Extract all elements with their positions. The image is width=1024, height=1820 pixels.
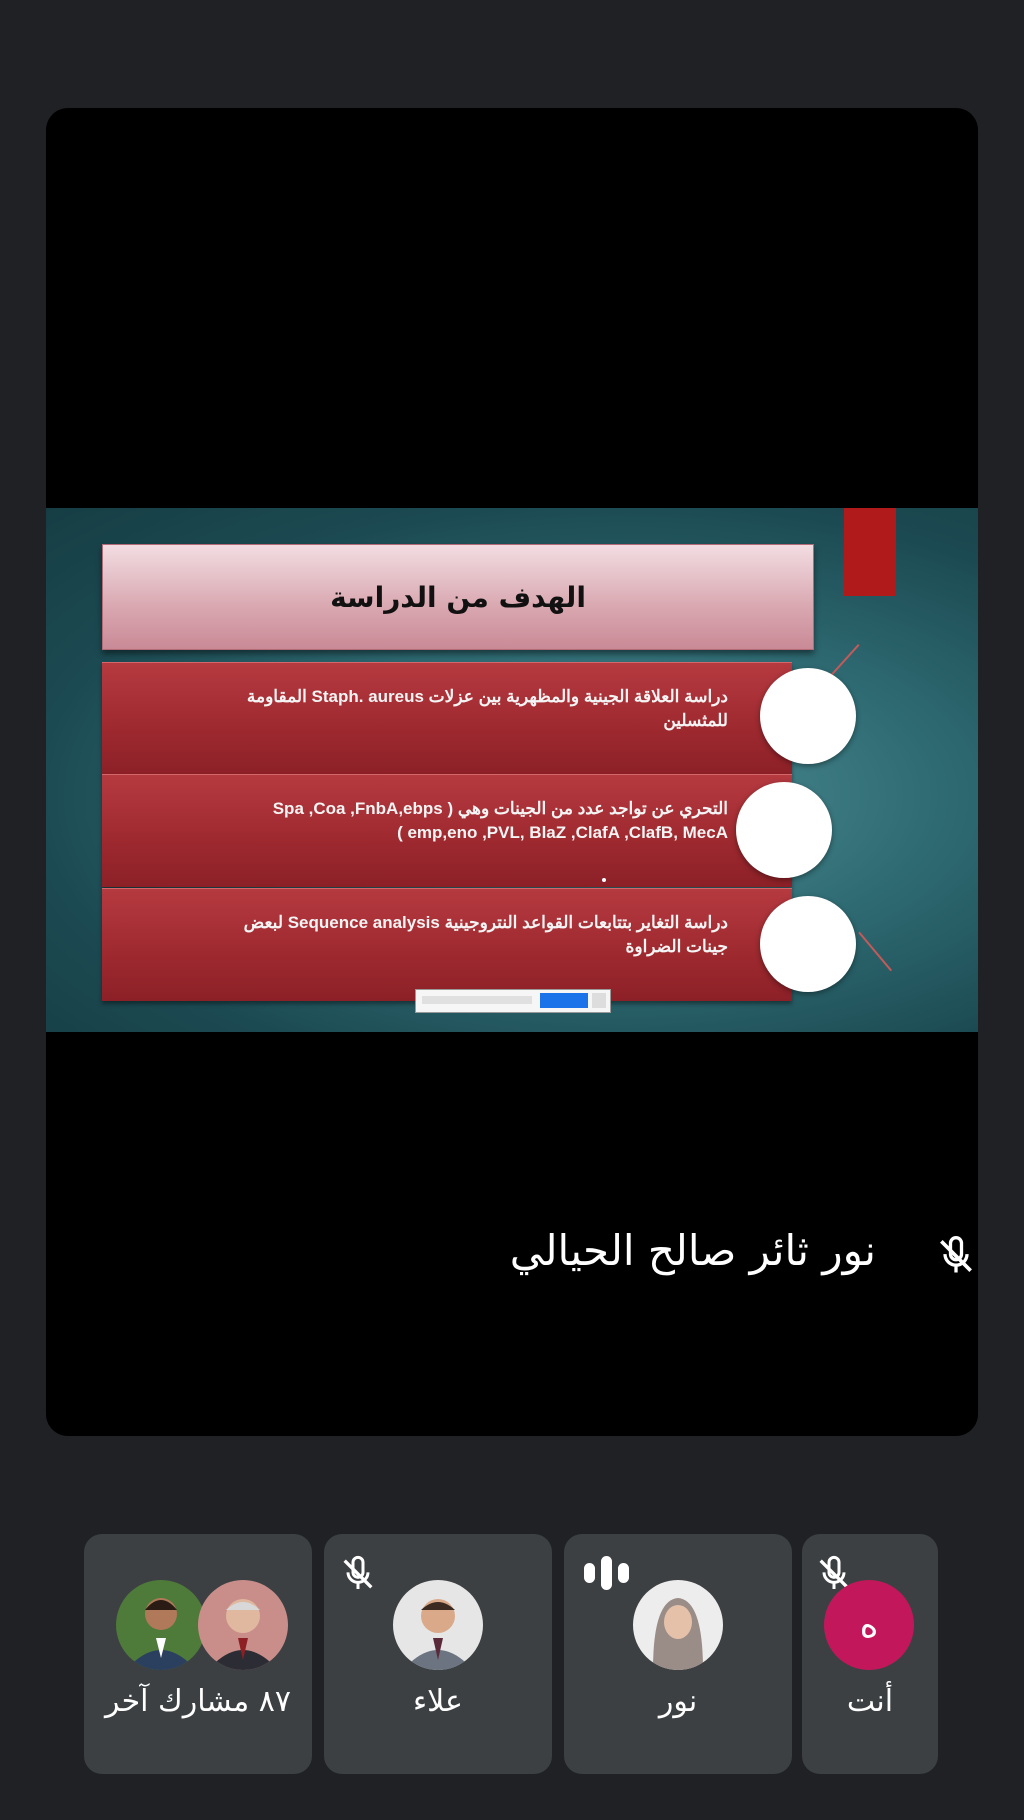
name-gradient <box>46 1316 978 1436</box>
participant-tile-noor[interactable] <box>564 1534 792 1774</box>
slide-row-1 <box>102 662 792 775</box>
shared-slide <box>46 508 978 1032</box>
slide-row-3-line-2: جينات الضراوة <box>625 937 728 956</box>
mic-off-icon <box>934 1234 978 1278</box>
slide-row-2-line-2: emp,eno ,PVL, BlaZ ,ClafA ,ClafB, MecA ) <box>397 823 728 842</box>
avatar <box>198 1580 288 1670</box>
slide-row-3 <box>102 888 792 1001</box>
participant-tile-you[interactable] <box>802 1534 938 1774</box>
slide-bullet-circle <box>760 668 856 764</box>
participant-name: أنت <box>846 1684 894 1719</box>
slide-dot <box>602 878 606 882</box>
hide-button <box>592 993 606 1008</box>
slide-title-box <box>102 544 814 650</box>
slide-row-1-line-1: دراسة العلاقة الجينية والمظهرية بين عزلات Staph. aureus المقاومة <box>246 687 728 706</box>
slide-row-3-line-1: دراسة التغاير بتتابعات القواعد النتروجينية Sequence analysis لبعض <box>243 913 728 932</box>
stop-sharing-button <box>540 993 588 1008</box>
mic-off-icon <box>338 1554 378 1594</box>
slide-row-2 <box>102 774 792 887</box>
slide-accent-bar <box>844 508 896 596</box>
avatar <box>824 1580 914 1670</box>
slide-bullet-circle <box>760 896 856 992</box>
participant-tile-others[interactable] <box>84 1534 312 1774</box>
avatar <box>116 1580 206 1670</box>
screen-share-notice <box>415 989 611 1013</box>
decorative-line <box>858 932 892 972</box>
speaking-indicator-icon <box>584 1556 629 1590</box>
avatar <box>393 1580 483 1670</box>
participant-name: ٨٧ مشارك آخر <box>105 1684 291 1719</box>
slide-title: الهدف من الدراسة <box>330 580 586 614</box>
slide-row-1-line-2: للمثسلين <box>663 711 728 730</box>
participant-tile-alaa[interactable] <box>324 1534 552 1774</box>
avatar-initial: ه <box>859 1604 879 1646</box>
avatar <box>633 1580 723 1670</box>
participant-name: علاء <box>413 1684 463 1719</box>
slide-bullet-circle <box>736 782 832 878</box>
presenter-name: نور ثائر صالح الحيالي <box>509 1226 876 1275</box>
slide-row-2-line-1: التحري عن تواجد عدد من الجينات وهي ( Spa ,Coa ,FnbA,ebps <box>272 799 728 818</box>
participant-name: نور <box>658 1684 698 1719</box>
